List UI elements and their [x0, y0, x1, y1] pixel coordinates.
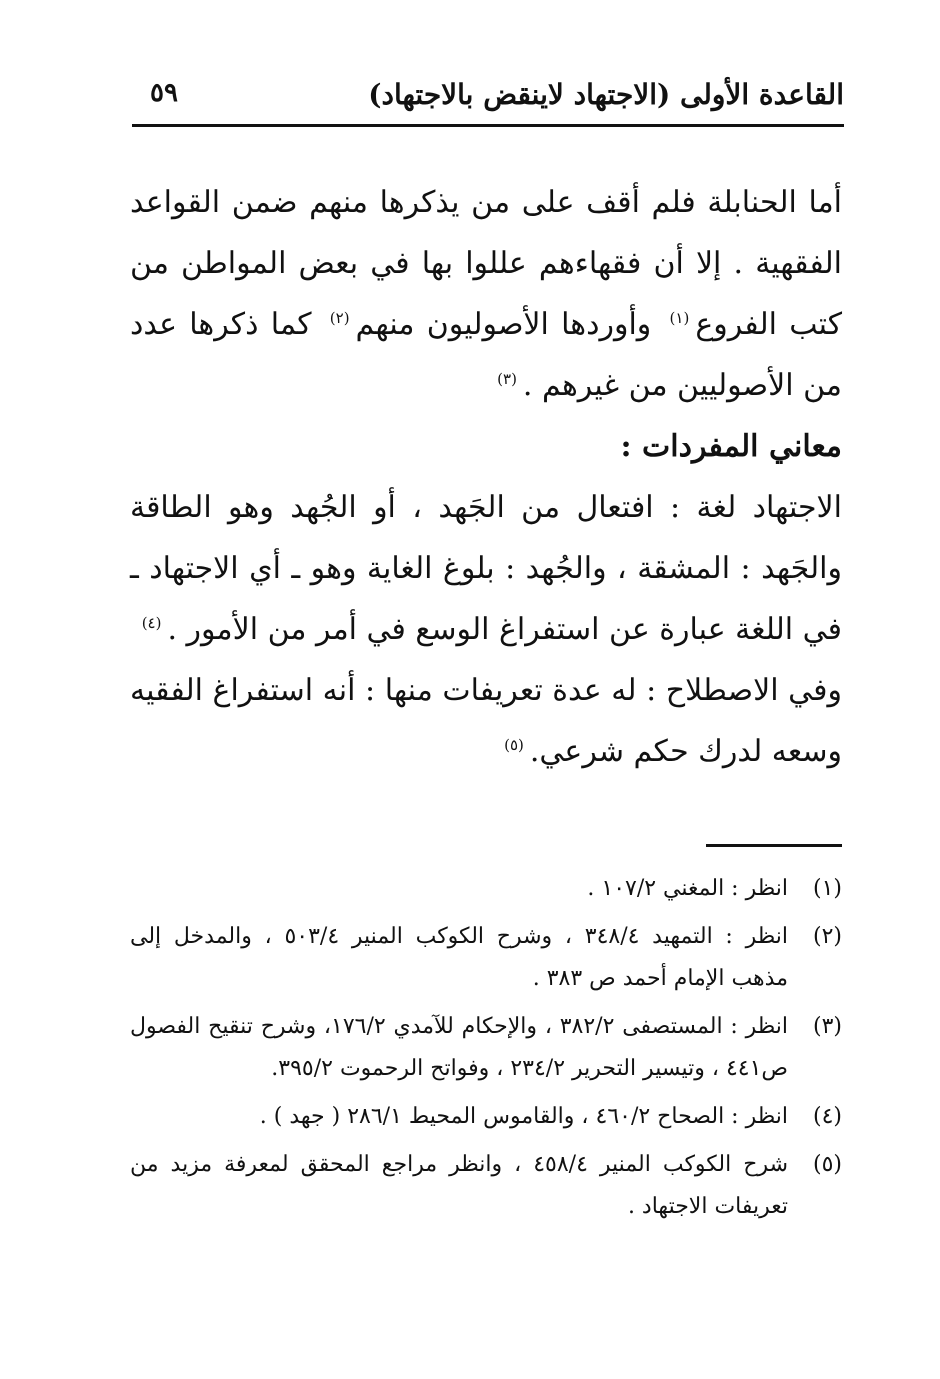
footnote-text: انظر : التمهيد ٣٤٨/٤ ، وشرح الكوكب المنير ٥٠٣/٤ ، والمدخل إلى مذهب الإمام أحمد ص ٣٨٣ .	[130, 924, 789, 991]
footnote-separator	[706, 844, 842, 847]
footnote-number: (٥)	[812, 1152, 842, 1177]
page-number: ٥٩	[150, 78, 178, 108]
footnote-ref-3[interactable]: (٣)	[497, 370, 517, 388]
footnote-item	[130, 1006, 842, 1090]
footnote-text: انظر : المغني ١٠٧/٢ .	[587, 876, 788, 901]
footnote-number: (٣)	[812, 1014, 842, 1039]
paragraph-text: أما الحنابلة فلم أقف على من يذكرها منهم ضمن القواعد الفقهية . إلا أن فقهاءهم عللوا بها في بعض المواطن من كتب الفروع	[130, 185, 842, 342]
footnote-number: (١)	[812, 876, 842, 901]
section-heading: معاني المفردات :	[620, 429, 842, 464]
footnote-item	[130, 1096, 842, 1138]
running-header	[132, 72, 844, 122]
paragraph-linguistic	[130, 477, 842, 660]
paragraph-hanabila	[130, 172, 842, 416]
paragraph-text: كما ذكرها عدد من الأصوليين من غيرهم .	[130, 307, 842, 403]
footnote-item	[130, 1144, 842, 1228]
chapter-title: القاعدة الأولى (الاجتهاد لاينقض بالاجتهاد)	[368, 78, 844, 111]
footnote-text: انظر : الصحاح ٤٦٠/٢ ، والقاموس المحيط ٢٨٦/١ ( جهد ) .	[259, 1104, 788, 1129]
paragraph-text: وفي الاصطلاح : له عدة تعريفات منها : أنه استفراغ الفقيه وسعه لدرك حكم شرعي.	[130, 673, 842, 769]
footnote-item	[130, 916, 842, 1000]
footnote-number: (٢)	[812, 924, 842, 949]
footnote-number: (٤)	[812, 1104, 842, 1129]
footnote-ref-2[interactable]: (٢)	[329, 309, 350, 327]
footnote-ref-5[interactable]: (٥)	[504, 736, 524, 754]
paragraph-text: الاجتهاد لغة : افتعال من الجَهد ، أو الجُهد وهو الطاقة والجَهد : المشقة ، والجُهد : بلوغ الغاية وهو ـ أي الاجتهاد ـ في اللغة عبارة عن استفراغ الوسع في أمر من الأمور .	[130, 490, 842, 647]
header-rule	[132, 124, 844, 127]
footnote-text: شرح الكوكب المنير ٤٥٨/٤ ، وانظر مراجع المحقق لمعرفة مزيد من تعريفات الاجتهاد .	[130, 1152, 789, 1219]
footnote-item	[130, 868, 842, 910]
footnote-text: انظر : المستصفى ٣٨٢/٢ ، والإحكام للآمدي ١٧٦/٢، وشرح تنقيح الفصول ص٤٤١ ، وتيسير التحرير ٢٣٤/٢ ، وفواتح الرحموت ٣٩٥/٢.	[130, 1014, 788, 1081]
paragraph-text: وأوردها الأصوليون منهم	[355, 307, 652, 342]
footnote-ref-1[interactable]: (١)	[669, 309, 690, 327]
main-text	[130, 172, 842, 782]
footnote-ref-4[interactable]: (٤)	[141, 614, 162, 632]
footnotes	[130, 868, 842, 1234]
paragraph-technical	[130, 660, 842, 782]
